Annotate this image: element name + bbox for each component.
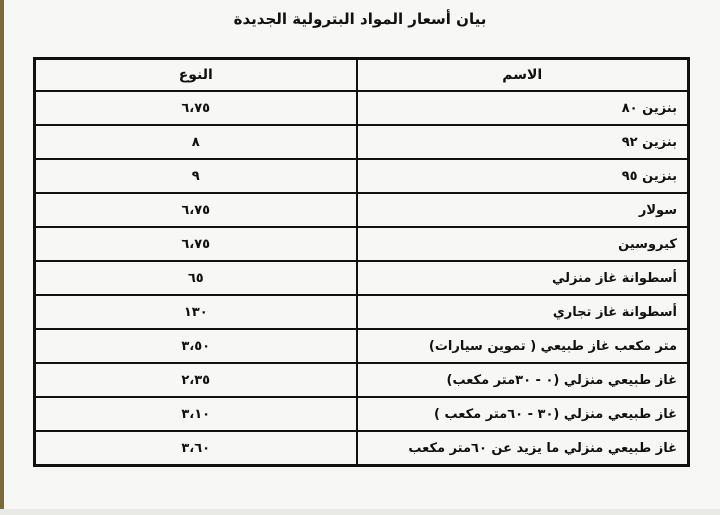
- table-row: [35, 91, 689, 125]
- table-row: [35, 261, 689, 295]
- row-value: ٦٥: [35, 261, 357, 295]
- row-name: بنزين ٨٠: [357, 91, 689, 125]
- page-edge: [0, 0, 4, 515]
- table-row: [35, 397, 689, 431]
- table-row: [35, 159, 689, 193]
- row-value: ٣،٦٠: [35, 431, 357, 466]
- document-title: بيان أسعار المواد البترولية الجديدة: [233, 10, 487, 28]
- table-row: [35, 329, 689, 363]
- table-row: [35, 363, 689, 397]
- row-name: غاز طبيعي منزلي ما يزيد عن ٦٠متر مكعب: [357, 431, 689, 466]
- table-row: [35, 125, 689, 159]
- row-name: كيروسين: [357, 227, 689, 261]
- table-header-row: [35, 59, 689, 92]
- row-value: ٣،١٠: [35, 397, 357, 431]
- row-name: بنزين ٩٥: [357, 159, 689, 193]
- page-bottom-strip: [0, 509, 720, 515]
- row-value: ٣،٥٠: [35, 329, 357, 363]
- table-row: [35, 295, 689, 329]
- row-name: غاز طبيعي منزلي (٣٠ - ٦٠متر مكعب ): [357, 397, 689, 431]
- row-name: بنزين ٩٢: [357, 125, 689, 159]
- row-value: ٦،٧٥: [35, 91, 357, 125]
- row-name: غاز طبيعي منزلي (٠ - ٣٠متر مكعب): [357, 363, 689, 397]
- row-value: ٦،٧٥: [35, 227, 357, 261]
- row-value: ٢،٣٥: [35, 363, 357, 397]
- header-value: النوع: [35, 59, 357, 92]
- header-name: الاسم: [357, 59, 689, 92]
- prices-table: [33, 57, 690, 467]
- row-value: ٩: [35, 159, 357, 193]
- table-row: [35, 193, 689, 227]
- row-value: ٦،٧٥: [35, 193, 357, 227]
- row-name: سولار: [357, 193, 689, 227]
- row-value: ١٣٠: [35, 295, 357, 329]
- table-row: [35, 431, 689, 466]
- row-value: ٨: [35, 125, 357, 159]
- table-row: [35, 227, 689, 261]
- row-name: أسطوانة غاز منزلي: [357, 261, 689, 295]
- row-name: متر مكعب غاز طبيعي ( تموين سيارات): [357, 329, 689, 363]
- row-name: أسطوانة غاز تجاري: [357, 295, 689, 329]
